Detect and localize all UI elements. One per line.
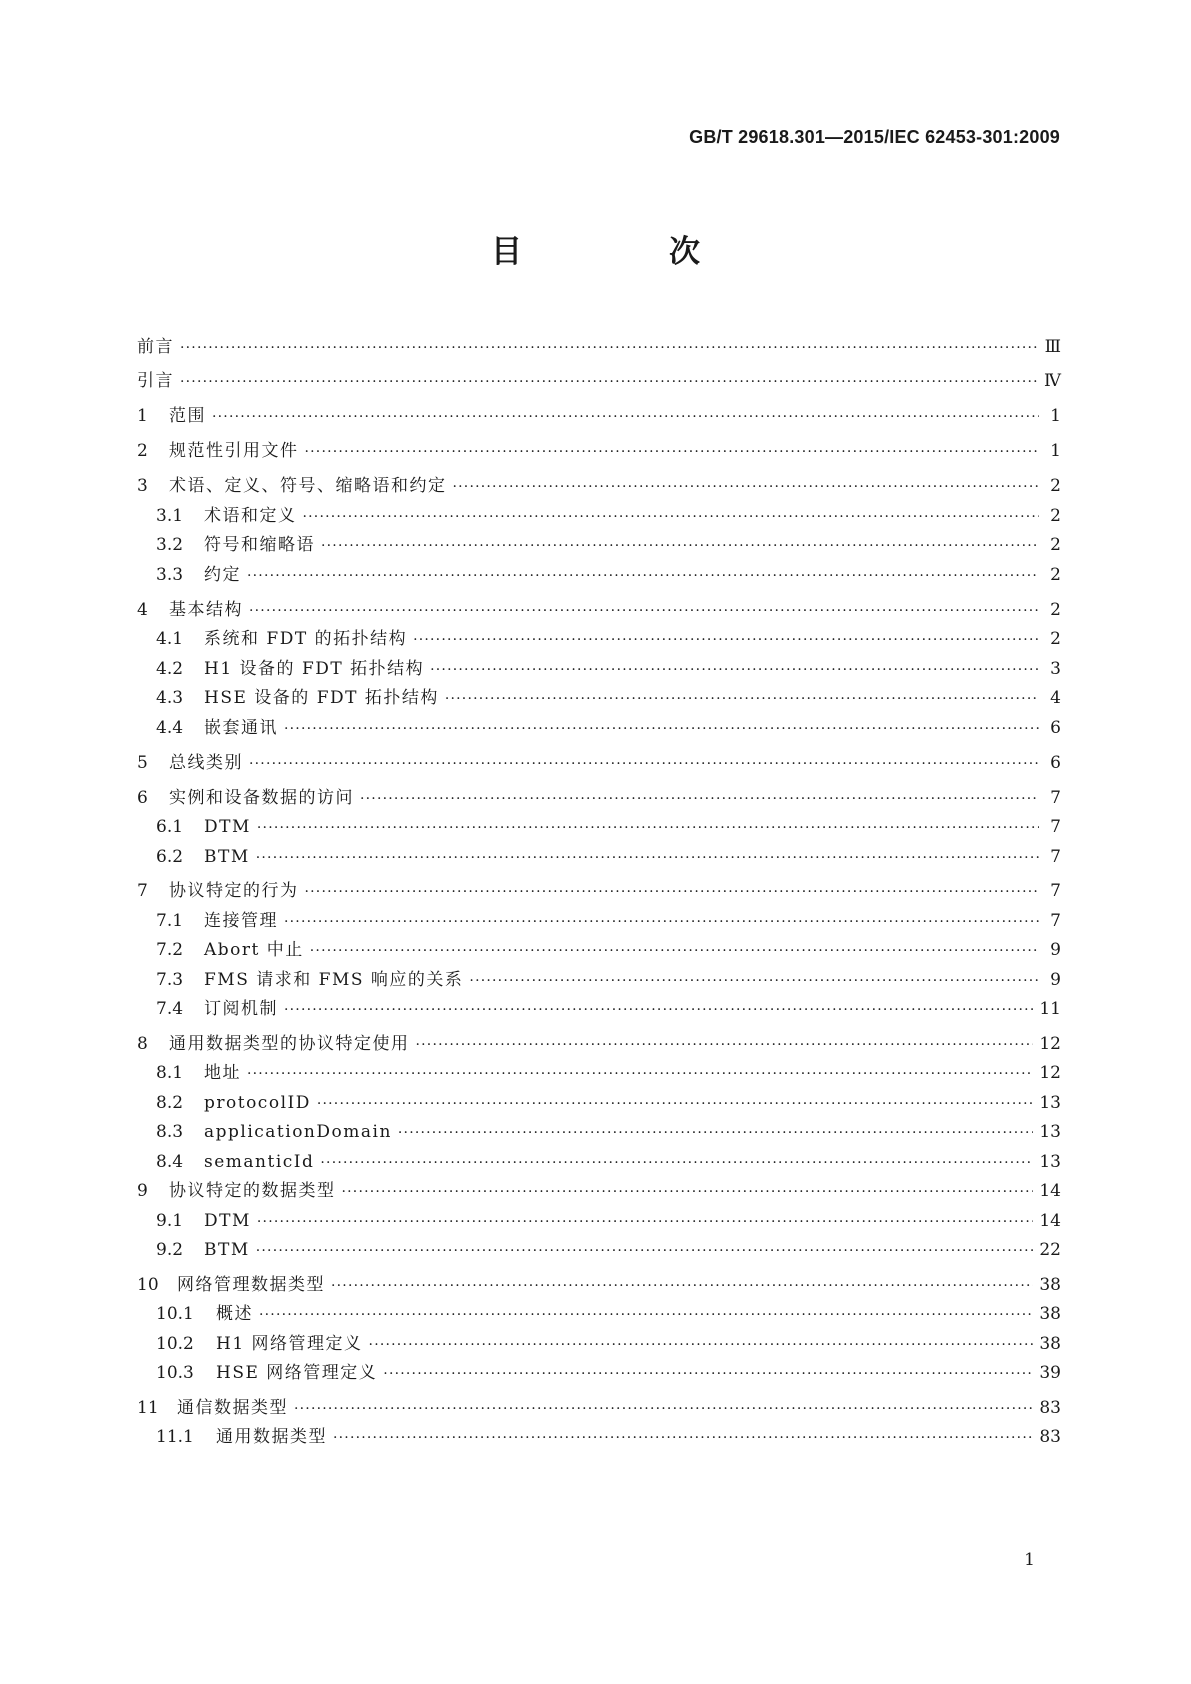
toc-entry-number: 8 (137, 1034, 148, 1054)
toc-entry-label: 连接管理 (204, 911, 278, 931)
toc-entry[interactable] (137, 1032, 1061, 1056)
toc-entry-page: 1 (1050, 406, 1061, 426)
toc-entry-label: 订阅机制 (204, 999, 278, 1019)
toc-entry[interactable] (137, 627, 1061, 651)
toc-entry-page: 2 (1050, 535, 1061, 555)
toc-entry-label: 约定 (204, 565, 241, 585)
toc-entry-label: 符号和缩略语 (204, 535, 315, 555)
toc-entry-number: 7.2 (156, 940, 184, 960)
toc-entry-label: 实例和设备数据的访问 (169, 788, 354, 808)
dot-leader (259, 1303, 1033, 1327)
toc-entry-page: 1 (1050, 441, 1061, 461)
toc-entry[interactable] (137, 879, 1061, 903)
toc-entry-label: 通信数据类型 (177, 1398, 288, 1418)
toc-entry-page: 7 (1050, 881, 1061, 901)
toc-entry-number: 3.1 (156, 506, 184, 526)
dot-leader (416, 1033, 1034, 1057)
toc-entry-page: Ⅳ (1044, 371, 1061, 391)
toc-entry-label: 概述 (216, 1304, 253, 1324)
toc-entry-number: 9.1 (156, 1211, 184, 1231)
toc-entry[interactable] (137, 439, 1061, 463)
toc-entry-page: 12 (1039, 1034, 1061, 1054)
toc-entry-label: FMS 请求和 FMS 响应的关系 (204, 970, 464, 990)
dot-leader (305, 440, 1040, 464)
toc-entry-number: 7.3 (156, 970, 184, 990)
toc-entry-page: 6 (1050, 753, 1061, 773)
toc-entry-label: 网络管理数据类型 (177, 1275, 325, 1295)
toc-entry-number: 11 (137, 1398, 159, 1418)
toc-entry-number: 9 (137, 1181, 148, 1201)
toc-entry-page: 38 (1039, 1304, 1061, 1324)
toc-entry-label: 协议特定的数据类型 (169, 1181, 336, 1201)
toc-entry[interactable] (137, 533, 1061, 557)
dot-leader (321, 534, 1039, 558)
toc-entry[interactable] (137, 1361, 1061, 1385)
page-number: 1 (1024, 1550, 1035, 1570)
toc-entry-page: 38 (1039, 1334, 1061, 1354)
dot-leader (413, 628, 1039, 652)
toc-entry-label: H1 网络管理定义 (216, 1334, 363, 1354)
toc-entry-page: 2 (1050, 565, 1061, 585)
toc-entry-label: 范围 (169, 406, 206, 426)
toc-entry-label: 通用数据类型的协议特定使用 (169, 1034, 410, 1054)
toc-entry-label: BTM (204, 847, 250, 867)
toc-entry-label: 总线类别 (169, 753, 243, 773)
toc-entry[interactable] (137, 1091, 1061, 1115)
toc-entry-number: 10 (137, 1275, 159, 1295)
toc-entry-label: 协议特定的行为 (169, 881, 299, 901)
dot-leader (249, 599, 1039, 623)
toc-entry[interactable] (137, 1302, 1061, 1326)
toc-entry-label: 嵌套通讯 (204, 718, 278, 738)
toc-entry[interactable] (137, 404, 1061, 428)
toc-entry[interactable] (137, 968, 1061, 992)
toc-entry-page: 12 (1039, 1063, 1061, 1083)
dot-leader (257, 816, 1039, 840)
toc-entry[interactable] (137, 1238, 1061, 1262)
toc-entry-page: 9 (1050, 970, 1061, 990)
dot-leader (294, 1397, 1033, 1421)
toc-entry[interactable] (137, 335, 1061, 359)
toc-entry-page: 2 (1050, 476, 1061, 496)
toc-entry[interactable] (137, 369, 1061, 393)
toc-entry[interactable] (137, 504, 1061, 528)
toc-entry-page: 13 (1039, 1093, 1061, 1113)
toc-entry-number: 4 (137, 600, 148, 620)
toc-entry[interactable] (137, 815, 1061, 839)
toc-entry-page: 2 (1050, 506, 1061, 526)
toc-entry-page: 39 (1039, 1363, 1061, 1383)
dot-leader (445, 687, 1039, 711)
toc-entry[interactable] (137, 1332, 1061, 1356)
toc-entry-label: BTM (204, 1240, 250, 1260)
toc-entry-label: HSE 网络管理定义 (216, 1363, 378, 1383)
toc-entry-label: HSE 设备的 FDT 拓扑结构 (204, 688, 439, 708)
toc-entry-number: 2 (137, 441, 148, 461)
toc-entry-page: 83 (1039, 1398, 1061, 1418)
toc-entry-label: 规范性引用文件 (169, 441, 299, 461)
toc-entry-number: 8.3 (156, 1122, 184, 1142)
toc-entry-number: 7.4 (156, 999, 184, 1019)
toc-entry-number: 8.1 (156, 1063, 184, 1083)
dot-leader (333, 1426, 1033, 1450)
toc-entry-page: 6 (1050, 718, 1061, 738)
toc-entry-label: 前言 (137, 337, 174, 357)
dot-leader (383, 1362, 1033, 1386)
toc-entry[interactable] (137, 1396, 1061, 1420)
toc-entry-page: 14 (1039, 1181, 1061, 1201)
dot-leader (212, 405, 1039, 429)
toc-entry-number: 4.3 (156, 688, 184, 708)
dot-leader (180, 370, 1038, 394)
toc-entry-page: 7 (1050, 911, 1061, 931)
dot-leader (469, 969, 1039, 993)
toc-entry[interactable] (137, 598, 1061, 622)
toc-entry-page: Ⅲ (1044, 337, 1061, 357)
dot-leader (331, 1274, 1033, 1298)
standard-code-header: GB/T 29618.301—2015/IEC 62453-301:2009 (689, 127, 1060, 147)
toc-entry-label: 术语和定义 (204, 506, 297, 526)
toc-entry[interactable] (137, 1120, 1061, 1144)
toc-entry[interactable] (137, 786, 1061, 810)
toc-entry-page: 2 (1050, 600, 1061, 620)
toc-entry-label: applicationDomain (204, 1122, 392, 1142)
toc-entry-label: 引言 (137, 371, 174, 391)
toc-entry[interactable] (137, 657, 1061, 681)
dot-leader (369, 1333, 1034, 1357)
dot-leader (284, 717, 1039, 741)
toc-entry-number: 10.1 (156, 1304, 194, 1324)
dot-leader (256, 846, 1039, 870)
dot-leader (249, 752, 1039, 776)
toc-entry-page: 7 (1050, 788, 1061, 808)
toc-entry-number: 6 (137, 788, 148, 808)
toc-entry-label: 术语、定义、符号、缩略语和约定 (169, 476, 447, 496)
dot-leader (398, 1121, 1033, 1145)
toc-entry-number: 6.1 (156, 817, 184, 837)
toc-entry[interactable] (137, 1061, 1061, 1085)
dot-leader (247, 564, 1039, 588)
toc-entry-number: 3 (137, 476, 148, 496)
toc-entry[interactable] (137, 1425, 1061, 1449)
toc-entry-number: 10.3 (156, 1363, 194, 1383)
toc-entry-label: DTM (204, 1211, 251, 1231)
toc-entry-page: 38 (1039, 1275, 1061, 1295)
toc-entry-number: 11.1 (156, 1427, 194, 1447)
dot-leader (303, 505, 1040, 529)
toc-entry[interactable] (137, 751, 1061, 775)
dot-leader (284, 998, 1033, 1022)
toc-entry-number: 6.2 (156, 847, 184, 867)
toc-entry-page: 7 (1050, 847, 1061, 867)
toc-entry-number: 4.2 (156, 659, 184, 679)
toc-entry[interactable] (137, 474, 1061, 498)
toc-entry-page: 7 (1050, 817, 1061, 837)
toc-entry-page: 2 (1050, 629, 1061, 649)
toc-entry-page: 3 (1050, 659, 1061, 679)
dot-leader (453, 475, 1040, 499)
dot-leader (256, 1239, 1034, 1263)
toc-entry-number: 5 (137, 753, 148, 773)
toc-entry[interactable] (137, 716, 1061, 740)
toc-entry-page: 14 (1039, 1211, 1061, 1231)
toc-entry-label: protocolID (204, 1093, 311, 1113)
toc-entry[interactable] (137, 1179, 1061, 1203)
toc-entry[interactable] (137, 1273, 1061, 1297)
dot-leader (430, 658, 1039, 682)
toc-entry-number: 7 (137, 881, 148, 901)
dot-leader (284, 910, 1039, 934)
dot-leader (180, 336, 1039, 360)
toc-entry-label: 基本结构 (169, 600, 243, 620)
toc-entry-number: 8.4 (156, 1152, 184, 1172)
dot-leader (310, 939, 1039, 963)
toc-entry-number: 7.1 (156, 911, 184, 931)
toc-entry-page: 13 (1039, 1122, 1061, 1142)
dot-leader (320, 1151, 1033, 1175)
toc-entry-number: 4.1 (156, 629, 184, 649)
toc-entry-page: 13 (1039, 1152, 1061, 1172)
toc-entry[interactable] (137, 997, 1061, 1021)
dot-leader (342, 1180, 1034, 1204)
toc-entry-label: Abort 中止 (204, 940, 304, 960)
dot-leader (247, 1062, 1033, 1086)
toc-entry[interactable] (137, 1150, 1061, 1174)
toc-entry-number: 1 (137, 406, 148, 426)
toc-entry-number: 10.2 (156, 1334, 194, 1354)
toc-entry-page: 83 (1039, 1427, 1061, 1447)
dot-leader (257, 1210, 1033, 1234)
toc-entry-number: 3.3 (156, 565, 184, 585)
dot-leader (360, 787, 1039, 811)
toc-entry[interactable] (137, 686, 1061, 710)
toc-entry[interactable] (137, 938, 1061, 962)
toc-entry[interactable] (137, 1209, 1061, 1233)
dot-leader (317, 1092, 1034, 1116)
toc-entry[interactable] (137, 845, 1061, 869)
toc-entry-label: 通用数据类型 (216, 1427, 327, 1447)
toc-entry-page: 4 (1050, 688, 1061, 708)
toc-entry-number: 3.2 (156, 535, 184, 555)
toc-entry-page: 9 (1050, 940, 1061, 960)
toc-entry-number: 9.2 (156, 1240, 184, 1260)
toc-entry-number: 4.4 (156, 718, 184, 738)
toc-entry-label: 地址 (204, 1063, 241, 1083)
toc-entry[interactable] (137, 909, 1061, 933)
dot-leader (305, 880, 1040, 904)
toc-entry-label: H1 设备的 FDT 拓扑结构 (204, 659, 425, 679)
toc-entry-label: semanticId (204, 1152, 315, 1172)
toc-entry-page: 22 (1039, 1240, 1061, 1260)
toc-entry-label: DTM (204, 817, 251, 837)
toc-entry-number: 8.2 (156, 1093, 184, 1113)
toc-entry-label: 系统和 FDT 的拓扑结构 (204, 629, 408, 649)
page-title: 目 次 (491, 234, 758, 270)
toc-entry[interactable] (137, 563, 1061, 587)
toc-entry-page: 11 (1039, 999, 1061, 1019)
